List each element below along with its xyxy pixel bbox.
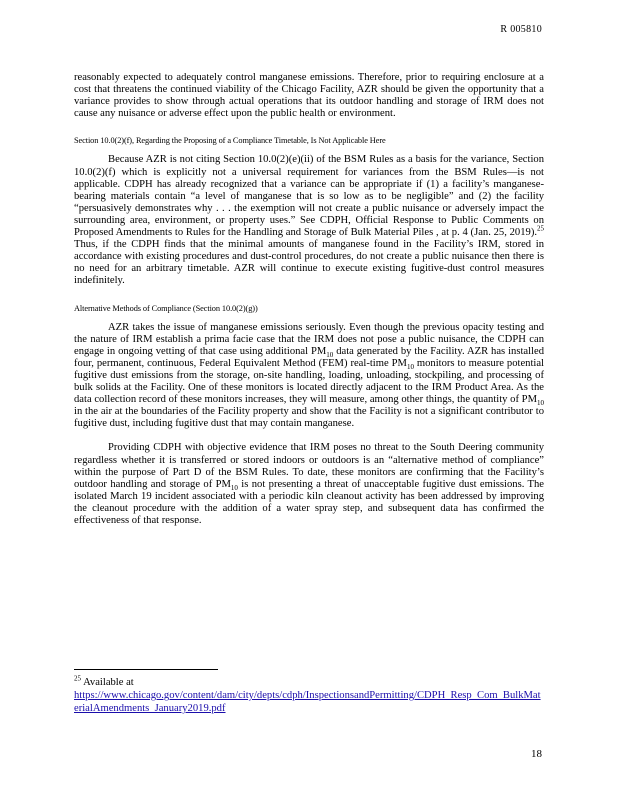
paragraph-objective-evidence (74, 442, 544, 527)
section-heading-compliance-timetable: Section 10.0(2)(f), Regarding the Proposing of a Compliance Timetable, Is Not Applicable Here (74, 135, 386, 146)
paragraph-text: Providing CDPH with objective evidence that IRM poses no threat to the South Deering community regardless whether it is transferred or stored indoors or outdoors is an “alternative method of compliance” within the purpose of Part D of the BSM Rules. To date, these monitors are confirming that the Facility’s outdoor handling and storage of PM (74, 442, 544, 490)
paragraph-text: is not presenting a threat of unacceptable fugitive dust emissions. The isolated March 19 incident associated with a periodic kiln cleanout activity has been addressed by improving the cleanout procedure with the addition of a water spray step, and subsequent data has confirmed the effectiveness of that response. (74, 478, 545, 526)
paragraph-intro: reasonably expected to adequately control manganese emissions. Therefore, prior to requiring enclosure at a cost that threatens the continued viability of the Chicago Facility, AZR should be given the opportunity that a variance provides to show through actual operations that its outdoor handling and storage of IRM does not cause any nuisance or adverse effect upon the public health or environment. (74, 72, 544, 120)
footnote-text: Available at (81, 677, 134, 688)
section-heading-alternative-methods: Alternative Methods of Compliance (Section 10.0(2)(g)) (74, 302, 258, 313)
paragraph-text: Because AZR is not citing Section 10.0(2)(e)(ii) of the BSM Rules as a basis for the variance, Section 10.0(2)(f) which is explicitly not a universal requirement for variances from the BSM Rules—is not applicable. CDPH has already recognized that a variance can be appropriate if (1) a facility’s manganese-bearing materials contain “a level of manganese that is so low as to be negligible” and (2) the facility “persuasively demonstrates why . . . the exemption will not create a public nuisance or adversely impact the surrounding area, environment, or property uses.” See CDPH, Official Response to Public Comments on Proposed Amendments to Rules for the Handling and Storage of Bulk Material Piles , at p. 4 (Jan. 25, 2019). (74, 154, 544, 239)
paragraph-text: monitors to measure potential fugitive dust emissions from the storage, on-site handling, loading, unloading, stockpiling, and processing of bulk solids at the Facility. One of these monitors is located directly adjacent to the IRM Product Area. As the data collection record of these monitors increases, they will measure, among other things, the quantity of PM (74, 357, 544, 406)
paragraph-text: Thus, if the CDPH finds that the minimal amounts of manganese found in the Facility’s IRM, stored in accordance with existing procedures and dust-control procedures, do not create a public nuisance then there is no need for an arbitrary timetable. AZR will continue to execute existing fugitive-dust control measures indefinitely. (74, 239, 544, 287)
paragraph-text: data generated by the Facility. AZR has installed four, permanent, continuous, Federal Equivalent Method (FEM) real-time PM (74, 345, 544, 369)
paragraph-alternative-methods (74, 322, 544, 431)
subscript: 10 (230, 483, 238, 492)
paragraph-compliance-timetable (74, 154, 544, 287)
footnote-reference[interactable]: 25 (537, 224, 544, 233)
paragraph-text: AZR takes the issue of manganese emissions seriously. Even though the previous opacity testing and the nature of IRM establish a prima facie case that the IRM does not pose a public nuisance, the CDPH can engage in ongoing vetting of that case using additional PM (74, 321, 544, 357)
bates-number: R 005810 (500, 24, 542, 35)
footnote-link[interactable]: https://www.chicago.gov/content/dam/city/depts/cdph/InspectionsandPermitting/CDPH_Resp_Com_BulkMaterialAmendments_January2019.pdf (74, 690, 541, 714)
page-number: 18 (531, 748, 542, 760)
subscript: 10 (406, 362, 414, 371)
footnote-separator (74, 669, 218, 670)
footnote (74, 676, 544, 715)
footnote-line (74, 676, 544, 689)
footnote-number: 25 (74, 674, 81, 683)
paragraph-text: in the air at the boundaries of the Facility property and show that the Facility is not a significant contributor to fugitive dust, including fugitive dust that may contain manganese. (74, 406, 544, 430)
subscript: 10 (537, 399, 544, 408)
subscript: 10 (326, 350, 334, 359)
document-body (74, 72, 544, 527)
